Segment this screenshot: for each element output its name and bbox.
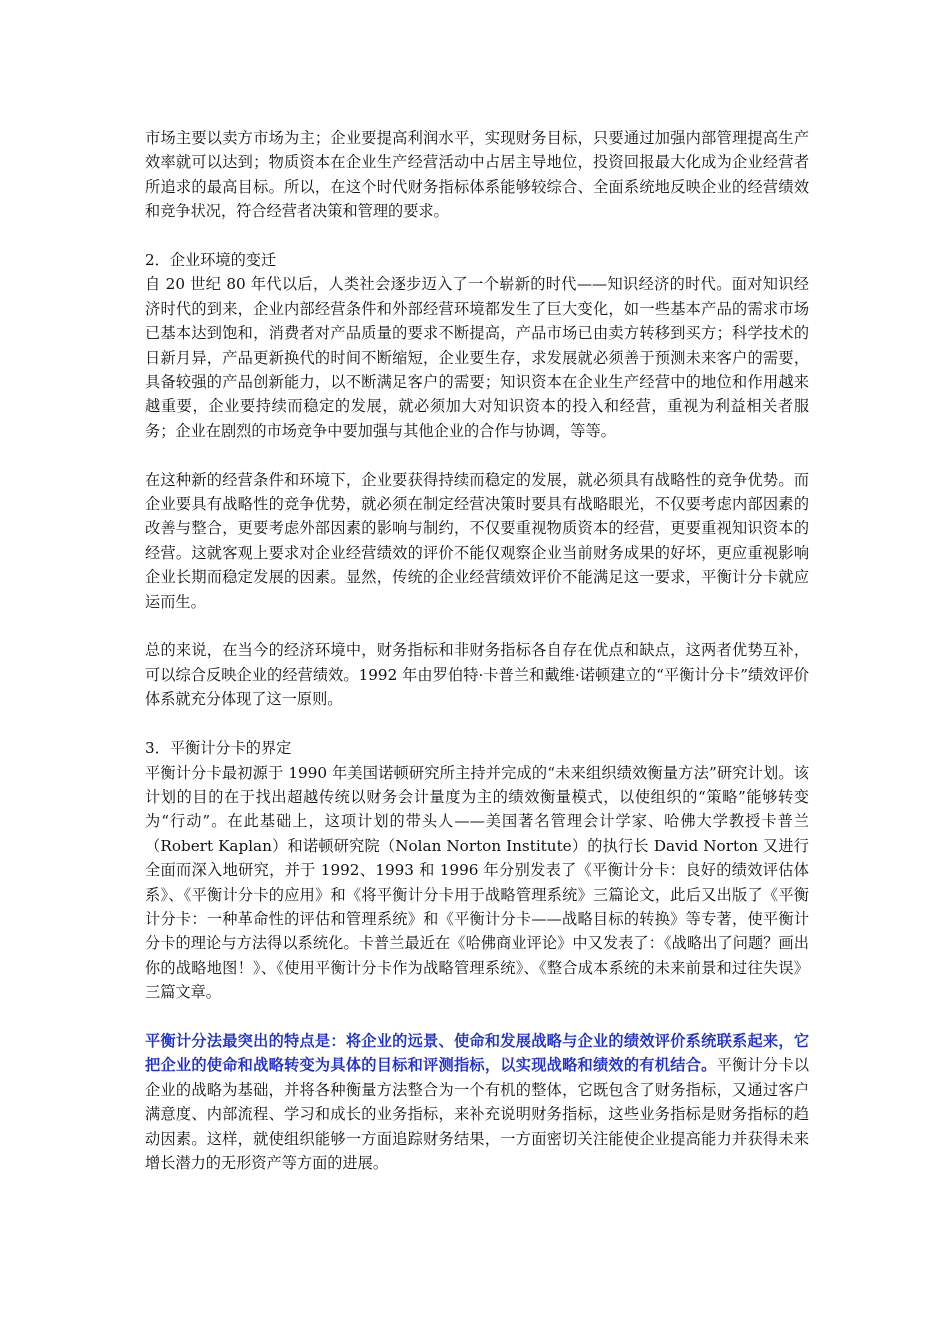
section-heading-bsc-definition: 3．平衡计分卡的界定 — [145, 739, 292, 758]
paragraph-knowledge-economy: 自 20 世纪 80 年代以后，人类社会逐步迈入了一个崭新的时代——知识经济的时代。面对知识经济时代的到来，企业内部经营条件和外部经营环境都发生了巨大变化，如一些基本产品的需求市场已基本达到饱和，消费者对产品质量的要求不断提高，产品市场已由卖方转移到买方；科学技术的日新月异，产品更新换代的时间不断缩短，企业要生存，求发展就必须善于预测未来客户的需要，具备较强的产品创新能力，以不断满足客户的需要；知识资本在企业生产经营中的地位和作用越来越重要，企业要持续而稳定的发展，就必须加大对知识资本的投入和经营，重视为利益相关者服务；企业在剧烈的市场竞争中要加强与其他企业的合作与协调，等等。 — [145, 275, 809, 440]
document-body — [145, 126, 809, 1175]
paragraph-spacer — [145, 712, 809, 736]
paragraph-spacer — [145, 224, 809, 248]
paragraph-spacer — [145, 1005, 809, 1029]
paragraph-strategic-advantage: 在这种新的经营条件和环境下，企业要获得持续而稳定的发展，就必须具有战略性的竞争优势。而企业要具有战略性的竞争优势，就必须在制定经营决策时要具有战略眼光，不仅要考虑内部因素的改善与整合，更要考虑外部因素的影响与制约，不仅要重视物质资本的经营，更要重视知识资本的经营。这就客观上要求对企业经营绩效的评价不能仅观察企业当前财务成果的好坏，更应重视影响企业长期而稳定发展的因素。显然，传统的企业经营绩效评价不能满足这一要求，平衡计分卡就应运而生。 — [145, 470, 809, 611]
paragraph-market-conditions: 市场主要以卖方市场为主；企业要提高利润水平，实现财务目标，只要通过加强内部管理提高生产效率就可以达到；物质资本在企业生产经营活动中占居主导地位，投资回报最大化成为企业经营者所追求的最高目标。所以，在这个时代财务指标体系能够较综合、全面系统地反映企业的经营绩效和竞争状况，符合经营者决策和管理的要求。 — [145, 129, 809, 221]
paragraph-bsc-features-body: 平衡计分卡以企业的战略为基础，并将各种衡量方法整合为一个有机的整体，它既包含了财务指标，又通过客户满意度、内部流程、学习和成长的业务指标，来补充说明财务指标，这些业务指标是财务指标的趋动因素。这样，就使组织能够一方面追踪财务结果，一方面密切关注能使企业提高能力并获得未来增长潜力的无形资产等方面的进展。 — [145, 1056, 810, 1172]
paragraph-spacer — [145, 443, 809, 467]
paragraph-spacer — [145, 614, 809, 638]
section-heading-environment-change: 2．企业环境的变迁 — [145, 251, 277, 270]
highlighted-key-point: 平衡计分法最突出的特点是：将企业的远景、使命和发展战略与企业的绩效评价系统联系起来，它把企业的使命和战略转变为具体的目标和评测指标，以实现战略和绩效的有机结合。 — [145, 1031, 809, 1075]
paragraph-bsc-origin: 平衡计分卡最初源于 1990 年美国诺顿研究所主持并完成的“未来组织绩效衡量方法”研究计划。该计划的目的在于找出超越传统以财务会计量度为主的绩效衡量模式，以使组织的“策略”能够转变为“行动”。在此基础上，这项计划的带头人——美国著名管理会计学家、哈佛大学教授卡普兰（Robert Kaplan）和诺顿研究院（Nolan Norton Institute）的执行长 David Norton 又进行全面而深入地研究，并于 1992、1993 和 1996 年分别发表了《平衡计分卡：良好的绩效评估体系》、《平衡计分卡的应用》和《将平衡计分卡用于战略管理系统》三篇论文，此后又出版了《平衡计分卡：一种革命性的评估和管理系统》和《平衡计分卡——战略目标的转换》等专著，使平衡计分卡的理论与方法得以系统化。卡普兰最近在《哈佛商业评论》中又发表了：《战略出了问题？画出你的战略地图！》、《使用平衡计分卡作为战略管理系统》、《整合成本系统的未来前景和过往失误》三篇文章。 — [145, 763, 809, 1002]
paragraph-bsc-features — [145, 1029, 809, 1175]
paragraph-summary: 总的来说，在当今的经济环境中，财务指标和非财务指标各自存在优点和缺点，这两者优势互补，可以综合反映企业的经营绩效。1992 年由罗伯特·卡普兰和戴维·诺顿建立的“平衡计分卡”绩效评价体系就充分体现了这一原则。 — [145, 641, 809, 709]
